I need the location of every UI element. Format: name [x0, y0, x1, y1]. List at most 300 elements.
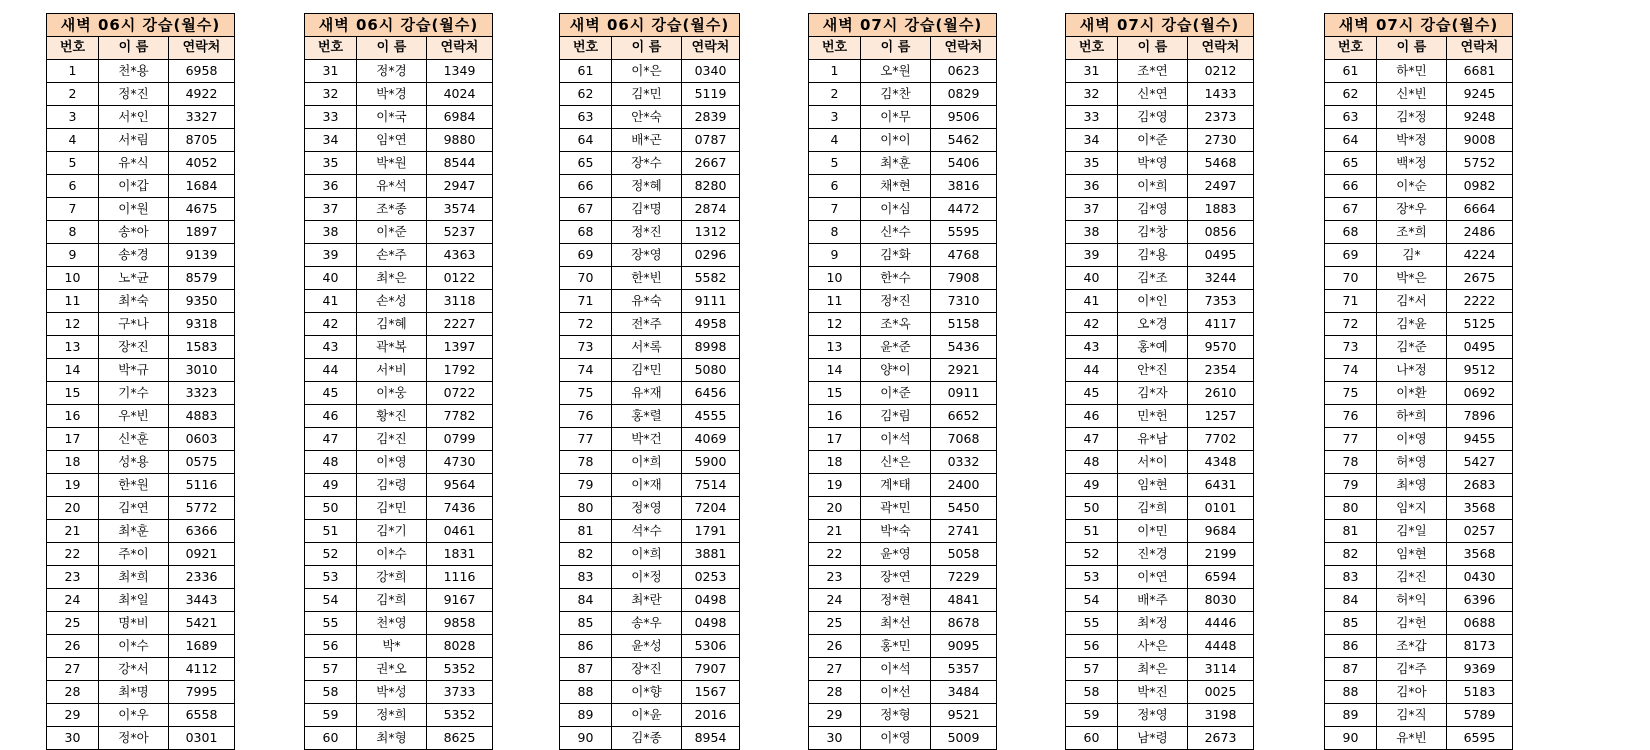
- row-number: 48: [305, 451, 357, 474]
- table-row: [560, 658, 740, 681]
- contact-digits: 3443: [169, 589, 235, 612]
- contact-header: 연락처: [1188, 37, 1254, 60]
- member-name: 이*은: [612, 60, 682, 83]
- row-number: 65: [560, 152, 612, 175]
- member-name: 이*영: [1377, 428, 1447, 451]
- member-name: 서*림: [99, 129, 169, 152]
- table-row: [1066, 543, 1254, 566]
- member-name: 김*: [1377, 244, 1447, 267]
- row-number: 76: [560, 405, 612, 428]
- table-row: [1325, 428, 1513, 451]
- contact-digits: 3244: [1188, 267, 1254, 290]
- table-row: [1325, 727, 1513, 750]
- member-name: 기*수: [99, 382, 169, 405]
- contact-digits: 0332: [931, 451, 997, 474]
- contact-digits: 4768: [931, 244, 997, 267]
- member-name: 송*경: [99, 244, 169, 267]
- member-name: 오*원: [861, 60, 931, 83]
- member-name: 채*현: [861, 175, 931, 198]
- member-name: 계*태: [861, 474, 931, 497]
- contact-digits: 0603: [169, 428, 235, 451]
- contact-digits: 7068: [931, 428, 997, 451]
- contact-digits: 2673: [1188, 727, 1254, 750]
- contact-digits: 4112: [169, 658, 235, 681]
- member-name: 송*우: [612, 612, 682, 635]
- contact-digits: 5752: [1447, 152, 1513, 175]
- contact-digits: 3327: [169, 106, 235, 129]
- member-name: 이*수: [357, 543, 427, 566]
- member-name: 유*빈: [1377, 727, 1447, 750]
- contact-digits: 7204: [682, 497, 740, 520]
- member-name: 이*갑: [99, 175, 169, 198]
- row-number: 30: [809, 727, 861, 750]
- member-name: 이*석: [861, 428, 931, 451]
- contact-digits: 7782: [427, 405, 493, 428]
- contact-digits: 1897: [169, 221, 235, 244]
- contact-digits: 7229: [931, 566, 997, 589]
- member-name: 김*용: [1118, 244, 1188, 267]
- contact-digits: 0257: [1447, 520, 1513, 543]
- row-number: 41: [1066, 290, 1118, 313]
- row-number: 86: [1325, 635, 1377, 658]
- table-row: [1066, 589, 1254, 612]
- table-title: 새벽 06시 강습(월수): [47, 14, 235, 37]
- table-row: [1066, 221, 1254, 244]
- member-name: 김*주: [1377, 658, 1447, 681]
- table-row: [560, 681, 740, 704]
- table-row: [305, 336, 493, 359]
- row-number: 69: [1325, 244, 1377, 267]
- contact-digits: 1433: [1188, 83, 1254, 106]
- member-name: 임*지: [1377, 497, 1447, 520]
- row-number: 20: [47, 497, 99, 520]
- member-name: 최*명: [99, 681, 169, 704]
- member-name: 최*형: [357, 727, 427, 750]
- contact-digits: 0461: [427, 520, 493, 543]
- row-number: 78: [560, 451, 612, 474]
- member-name: 최*란: [612, 589, 682, 612]
- contact-digits: 6558: [169, 704, 235, 727]
- row-number: 40: [1066, 267, 1118, 290]
- contact-digits: 4883: [169, 405, 235, 428]
- table-title: 새벽 06시 강습(월수): [305, 14, 493, 37]
- row-number: 8: [809, 221, 861, 244]
- table-row: [305, 566, 493, 589]
- table-row: [1066, 727, 1254, 750]
- member-name: 진*경: [1118, 543, 1188, 566]
- row-number: 61: [560, 60, 612, 83]
- member-name: 배*곤: [612, 129, 682, 152]
- table-row: [1325, 221, 1513, 244]
- row-number: 24: [809, 589, 861, 612]
- contact-digits: 2874: [682, 198, 740, 221]
- row-number: 65: [1325, 152, 1377, 175]
- row-number: 42: [1066, 313, 1118, 336]
- table-row: [560, 428, 740, 451]
- member-name: 김*희: [357, 589, 427, 612]
- row-number: 57: [1066, 658, 1118, 681]
- row-number: 40: [305, 267, 357, 290]
- row-number: 20: [809, 497, 861, 520]
- contact-digits: 9245: [1447, 83, 1513, 106]
- contact-digits: 3733: [427, 681, 493, 704]
- row-number: 28: [47, 681, 99, 704]
- member-name: 이*희: [612, 451, 682, 474]
- row-number: 46: [305, 405, 357, 428]
- contact-digits: 2497: [1188, 175, 1254, 198]
- member-name: 조*희: [1377, 221, 1447, 244]
- table-row: [305, 497, 493, 520]
- contact-digits: 2227: [427, 313, 493, 336]
- table-row: [1325, 566, 1513, 589]
- member-name: 김*조: [1118, 267, 1188, 290]
- contact-digits: 1349: [427, 60, 493, 83]
- member-name: 최*일: [99, 589, 169, 612]
- contact-digits: 1792: [427, 359, 493, 382]
- row-number: 75: [1325, 382, 1377, 405]
- table-row: [305, 727, 493, 750]
- table-title: 새벽 07시 강습(월수): [809, 14, 997, 37]
- table-row: [1325, 543, 1513, 566]
- row-number: 53: [1066, 566, 1118, 589]
- row-number: 8: [47, 221, 99, 244]
- contact-digits: 8705: [169, 129, 235, 152]
- table-row: [560, 359, 740, 382]
- contact-digits: 2667: [682, 152, 740, 175]
- table-row: [1325, 681, 1513, 704]
- contact-header: 연락처: [682, 37, 740, 60]
- contact-digits: 5582: [682, 267, 740, 290]
- table-row: [1325, 520, 1513, 543]
- member-name: 정*영: [612, 497, 682, 520]
- member-name: 서*인: [99, 106, 169, 129]
- contact-digits: 4555: [682, 405, 740, 428]
- member-name: 이*준: [357, 221, 427, 244]
- member-name: 이*웅: [357, 382, 427, 405]
- contact-digits: 1791: [682, 520, 740, 543]
- member-name: 배*주: [1118, 589, 1188, 612]
- table-row: [1325, 244, 1513, 267]
- member-name: 신*빈: [1377, 83, 1447, 106]
- contact-digits: 3568: [1447, 543, 1513, 566]
- table-row: [1325, 152, 1513, 175]
- number-header: 번호: [1066, 37, 1118, 60]
- number-header: 번호: [305, 37, 357, 60]
- name-header: 이 름: [861, 37, 931, 60]
- member-name: 이*선: [861, 681, 931, 704]
- contact-digits: 0856: [1188, 221, 1254, 244]
- contact-digits: 3010: [169, 359, 235, 382]
- table-row: [305, 543, 493, 566]
- contact-digits: 1567: [682, 681, 740, 704]
- row-number: 76: [1325, 405, 1377, 428]
- contact-digits: 2336: [169, 566, 235, 589]
- contact-digits: 0122: [427, 267, 493, 290]
- table-row: [1325, 497, 1513, 520]
- contact-digits: 2373: [1188, 106, 1254, 129]
- table-row: [1066, 658, 1254, 681]
- row-number: 33: [1066, 106, 1118, 129]
- member-name: 최*영: [1377, 474, 1447, 497]
- row-number: 51: [1066, 520, 1118, 543]
- member-name: 최*은: [1118, 658, 1188, 681]
- member-name: 김*령: [357, 474, 427, 497]
- member-name: 장*연: [861, 566, 931, 589]
- member-name: 이*재: [612, 474, 682, 497]
- row-number: 19: [809, 474, 861, 497]
- contact-digits: 4117: [1188, 313, 1254, 336]
- row-number: 52: [1066, 543, 1118, 566]
- row-number: 28: [809, 681, 861, 704]
- row-number: 68: [560, 221, 612, 244]
- table-row: [560, 129, 740, 152]
- member-name: 정*희: [357, 704, 427, 727]
- contact-digits: 2354: [1188, 359, 1254, 382]
- contact-digits: 9570: [1188, 336, 1254, 359]
- contact-digits: 1397: [427, 336, 493, 359]
- row-number: 1: [47, 60, 99, 83]
- row-number: 14: [47, 359, 99, 382]
- table-row: [47, 382, 235, 405]
- row-number: 44: [305, 359, 357, 382]
- row-number: 62: [1325, 83, 1377, 106]
- table-row: [1325, 175, 1513, 198]
- table-row: [47, 497, 235, 520]
- contact-digits: 9858: [427, 612, 493, 635]
- row-number: 64: [560, 129, 612, 152]
- contact-digits: 2400: [931, 474, 997, 497]
- contact-digits: 0829: [931, 83, 997, 106]
- member-name: 양*이: [861, 359, 931, 382]
- row-number: 87: [1325, 658, 1377, 681]
- member-name: 이*희: [1118, 175, 1188, 198]
- contact-digits: 5352: [427, 704, 493, 727]
- table-row: [305, 451, 493, 474]
- table-row: [305, 589, 493, 612]
- contact-digits: 2839: [682, 106, 740, 129]
- row-number: 3: [809, 106, 861, 129]
- member-name: 성*용: [99, 451, 169, 474]
- member-name: 강*희: [357, 566, 427, 589]
- row-number: 72: [560, 313, 612, 336]
- contact-digits: 3118: [427, 290, 493, 313]
- contact-digits: 9455: [1447, 428, 1513, 451]
- member-name: 김*림: [861, 405, 931, 428]
- member-name: 조*갑: [1377, 635, 1447, 658]
- row-number: 25: [47, 612, 99, 635]
- contact-digits: 0722: [427, 382, 493, 405]
- row-number: 81: [560, 520, 612, 543]
- row-number: 37: [1066, 198, 1118, 221]
- row-number: 34: [305, 129, 357, 152]
- table-row: [560, 175, 740, 198]
- row-number: 78: [1325, 451, 1377, 474]
- table-row: [560, 474, 740, 497]
- member-name: 김*민: [357, 497, 427, 520]
- row-number: 43: [1066, 336, 1118, 359]
- contact-digits: 8625: [427, 727, 493, 750]
- member-name: 황*진: [357, 405, 427, 428]
- contact-digits: 8280: [682, 175, 740, 198]
- table-row: [560, 152, 740, 175]
- table-row: [47, 221, 235, 244]
- member-name: 장*영: [612, 244, 682, 267]
- member-name: 김*영: [1118, 106, 1188, 129]
- contact-digits: 5436: [931, 336, 997, 359]
- table-row: [560, 244, 740, 267]
- table-row: [1325, 60, 1513, 83]
- table-row: [809, 313, 997, 336]
- contact-digits: 9095: [931, 635, 997, 658]
- contact-digits: 7995: [169, 681, 235, 704]
- contact-digits: 3574: [427, 198, 493, 221]
- contact-digits: 4224: [1447, 244, 1513, 267]
- row-number: 5: [47, 152, 99, 175]
- row-number: 89: [1325, 704, 1377, 727]
- contact-digits: 3114: [1188, 658, 1254, 681]
- contact-digits: 5119: [682, 83, 740, 106]
- contact-digits: 6456: [682, 382, 740, 405]
- contact-digits: 8954: [682, 727, 740, 750]
- table-row: [47, 566, 235, 589]
- table-row: [809, 290, 997, 313]
- member-name: 윤*성: [612, 635, 682, 658]
- table-row: [1066, 405, 1254, 428]
- row-number: 44: [1066, 359, 1118, 382]
- row-number: 48: [1066, 451, 1118, 474]
- row-number: 63: [560, 106, 612, 129]
- row-number: 4: [809, 129, 861, 152]
- member-name: 임*현: [1377, 543, 1447, 566]
- table-row: [47, 612, 235, 635]
- row-number: 27: [809, 658, 861, 681]
- member-name: 이*석: [861, 658, 931, 681]
- member-name: 천*영: [357, 612, 427, 635]
- member-name: 백*정: [1377, 152, 1447, 175]
- row-number: 80: [1325, 497, 1377, 520]
- contact-digits: 7310: [931, 290, 997, 313]
- contact-digits: 9248: [1447, 106, 1513, 129]
- table-row: [809, 727, 997, 750]
- member-name: 신*훈: [99, 428, 169, 451]
- row-number: 72: [1325, 313, 1377, 336]
- row-number: 64: [1325, 129, 1377, 152]
- row-number: 62: [560, 83, 612, 106]
- table-row: [560, 704, 740, 727]
- roster-table-4: [808, 13, 997, 750]
- row-number: 13: [809, 336, 861, 359]
- table-row: [305, 129, 493, 152]
- row-number: 29: [809, 704, 861, 727]
- contact-digits: 5116: [169, 474, 235, 497]
- member-name: 박*정: [1377, 129, 1447, 152]
- roster-table-2: [304, 13, 493, 750]
- roster-table-5: [1065, 13, 1254, 750]
- row-number: 49: [1066, 474, 1118, 497]
- table-row: [1066, 152, 1254, 175]
- row-number: 16: [47, 405, 99, 428]
- table-row: [47, 589, 235, 612]
- row-number: 41: [305, 290, 357, 313]
- member-name: 박*규: [99, 359, 169, 382]
- contact-digits: 0025: [1188, 681, 1254, 704]
- table-row: [1066, 290, 1254, 313]
- contact-digits: 8998: [682, 336, 740, 359]
- member-name: 신*수: [861, 221, 931, 244]
- contact-digits: 1883: [1188, 198, 1254, 221]
- table-row: [305, 198, 493, 221]
- row-number: 59: [305, 704, 357, 727]
- row-number: 39: [1066, 244, 1118, 267]
- contact-digits: 0799: [427, 428, 493, 451]
- row-number: 75: [560, 382, 612, 405]
- contact-digits: 6366: [169, 520, 235, 543]
- member-name: 이*심: [861, 198, 931, 221]
- member-name: 유*숙: [612, 290, 682, 313]
- contact-digits: 5900: [682, 451, 740, 474]
- member-name: 박*숙: [861, 520, 931, 543]
- contact-digits: 0101: [1188, 497, 1254, 520]
- table-row: [305, 152, 493, 175]
- member-name: 한*수: [861, 267, 931, 290]
- row-number: 90: [1325, 727, 1377, 750]
- member-name: 임*연: [357, 129, 427, 152]
- member-name: 박*원: [357, 152, 427, 175]
- contact-digits: 6984: [427, 106, 493, 129]
- row-number: 81: [1325, 520, 1377, 543]
- contact-digits: 2730: [1188, 129, 1254, 152]
- table-row: [47, 152, 235, 175]
- table-row: [47, 704, 235, 727]
- row-number: 32: [1066, 83, 1118, 106]
- table-row: [1066, 129, 1254, 152]
- row-number: 6: [47, 175, 99, 198]
- table-row: [47, 635, 235, 658]
- table-row: [809, 566, 997, 589]
- table-row: [809, 60, 997, 83]
- contact-digits: 6652: [931, 405, 997, 428]
- table-row: [1066, 313, 1254, 336]
- table-row: [1325, 635, 1513, 658]
- table-row: [305, 520, 493, 543]
- table-row: [47, 543, 235, 566]
- member-name: 정*진: [612, 221, 682, 244]
- table-row: [560, 635, 740, 658]
- row-number: 11: [809, 290, 861, 313]
- member-name: 우*빈: [99, 405, 169, 428]
- contact-digits: 1684: [169, 175, 235, 198]
- row-number: 2: [809, 83, 861, 106]
- contact-digits: 5772: [169, 497, 235, 520]
- member-name: 김*찬: [861, 83, 931, 106]
- member-name: 권*오: [357, 658, 427, 681]
- member-name: 김*정: [1377, 106, 1447, 129]
- table-row: [1066, 704, 1254, 727]
- row-number: 49: [305, 474, 357, 497]
- table-row: [1325, 106, 1513, 129]
- table-row: [1066, 635, 1254, 658]
- table-row: [809, 474, 997, 497]
- table-row: [809, 405, 997, 428]
- member-name: 허*영: [1377, 451, 1447, 474]
- row-number: 88: [560, 681, 612, 704]
- row-number: 5: [809, 152, 861, 175]
- row-number: 69: [560, 244, 612, 267]
- contact-digits: 0301: [169, 727, 235, 750]
- contact-digits: 4052: [169, 152, 235, 175]
- table-row: [1325, 589, 1513, 612]
- contact-digits: 6396: [1447, 589, 1513, 612]
